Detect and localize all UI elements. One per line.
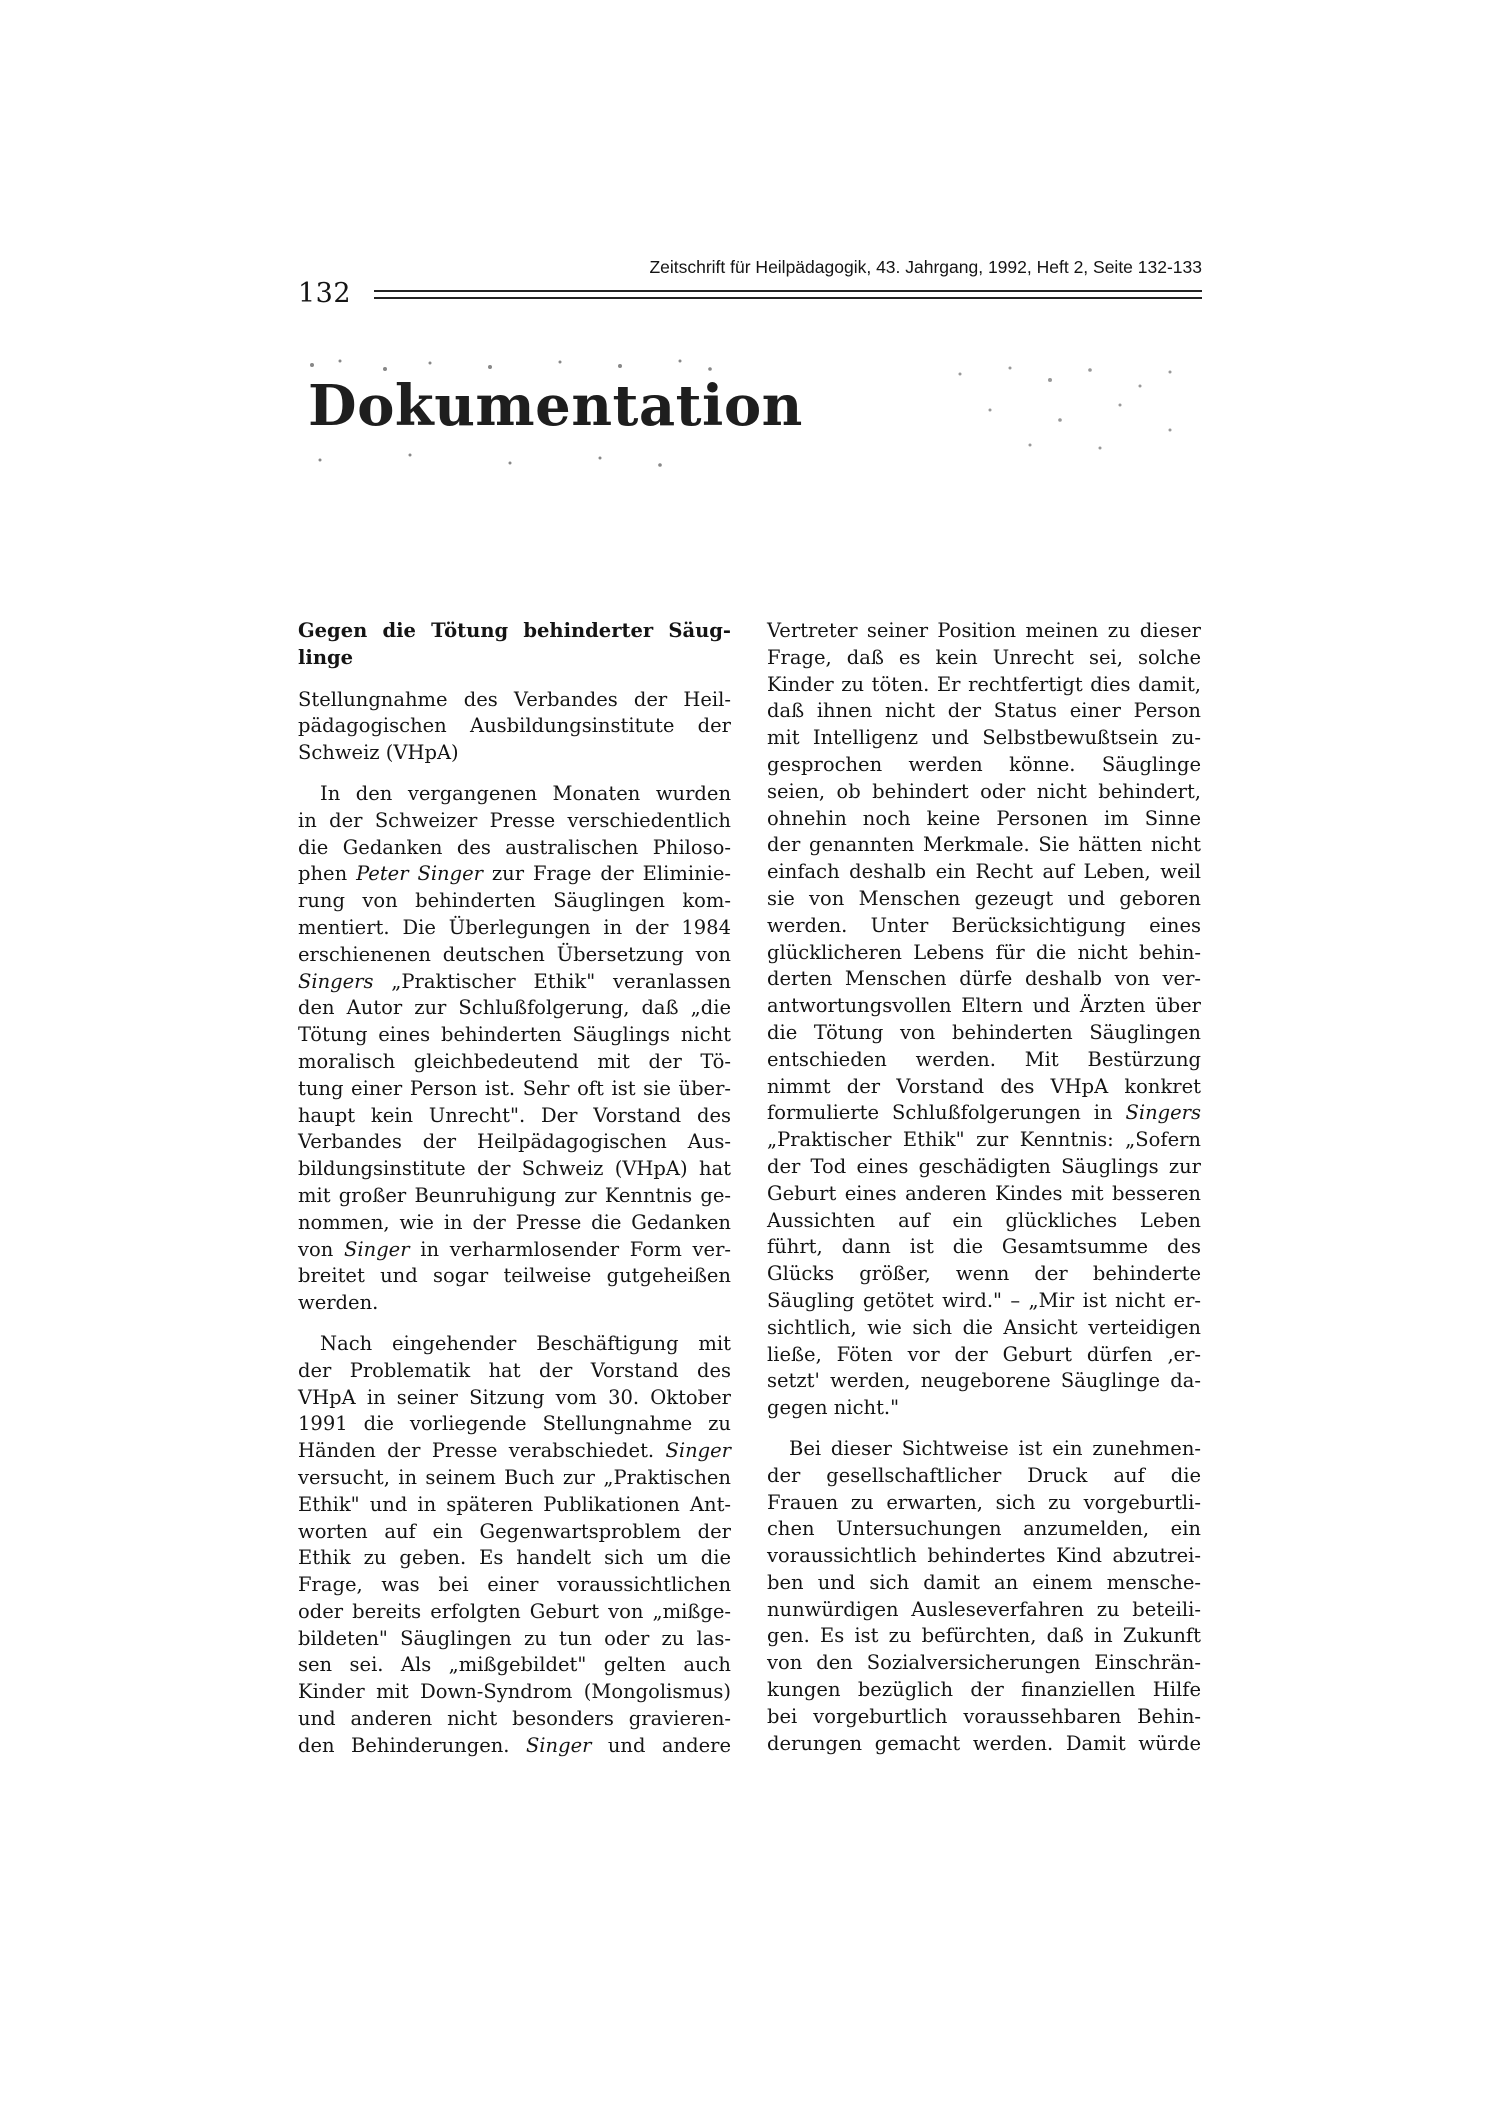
text-line: Frauen zu erwarten, sich zu vorgeburtli- <box>767 1490 1201 1514</box>
text-line: tung einer Person ist. Sehr oft ist sie über- <box>298 1076 731 1100</box>
author-name: Singer <box>344 1237 410 1261</box>
text-line: Geburt eines anderen Kindes mit besseren <box>767 1181 1201 1205</box>
paragraph <box>298 1331 731 1760</box>
text-line: Kinder mit Down-Syndrom (Mongolismus) <box>298 1680 731 1704</box>
text-line: von Singer in verharmlosender Form ver- <box>298 1237 732 1261</box>
text-line: mit großer Beunruhigung zur Kenntnis ge- <box>298 1183 731 1207</box>
text-line: Glücks größer, wenn der behinderte <box>767 1262 1201 1286</box>
text-line: 1991 die vorliegende Stellungnahme zu <box>298 1412 731 1436</box>
text-line: Ethik" und in späteren Publikationen Ant- <box>298 1492 731 1516</box>
text-line: bildeten" Säuglingen zu tun oder zu las- <box>298 1626 731 1650</box>
text-line: daß ihnen nicht der Status einer Person <box>767 699 1201 723</box>
text-line: Aussichten auf ein glückliches Leben <box>767 1208 1201 1232</box>
right-column <box>767 618 1201 1757</box>
text-line: „Praktischer Ethik" zur Kenntnis: „Sofern <box>767 1128 1201 1152</box>
paragraph <box>767 618 1201 1422</box>
text-line: sichtlich, wie sich die Ansicht verteidigen <box>767 1315 1201 1339</box>
text-line: gesprochen werden könne. Säuglinge <box>767 752 1201 776</box>
text-line: Frage, was bei einer voraussichtlichen <box>298 1573 731 1597</box>
article-title-line: linge <box>298 645 354 669</box>
text-line: Vertreter seiner Position meinen zu dieser <box>767 619 1201 642</box>
text-line: Frage, daß es kein Unrecht sei, solche <box>767 645 1201 669</box>
text-line: mentiert. Die Überlegungen in der 1984 <box>298 915 731 939</box>
text-line: in der Schweizer Presse verschiedentlich <box>298 808 731 832</box>
author-name: Singers <box>298 969 374 993</box>
text-line: versucht, in seinem Buch zur „Praktischen <box>298 1465 731 1489</box>
text-line: der Problematik hat der Vorstand des <box>298 1358 731 1382</box>
text-line: In den vergangenen Monaten wurden <box>320 781 731 805</box>
text-line: nimmt der Vorstand des VHpA konkret <box>767 1074 1201 1098</box>
text-line: gegen nicht." <box>767 1396 900 1420</box>
text-line: führt, dann ist die Gesamtsumme des <box>767 1235 1201 1259</box>
text-line: erschienenen deutschen Übersetzung von <box>298 942 731 966</box>
text-line: nommen, wie in der Presse die Gedanken <box>298 1210 731 1234</box>
text-line: die Gedanken des australischen Philoso- <box>298 835 731 859</box>
page-number: 132 <box>298 278 352 309</box>
header-rule <box>374 290 1202 292</box>
subtitle-line: pädagogischen Ausbildungsinstitute der <box>298 714 731 738</box>
text-line: Händen der Presse verabschiedet. Singer <box>298 1439 731 1463</box>
text-line: kungen bezüglich der finanziellen Hilfe <box>767 1678 1201 1702</box>
text-line: chen Untersuchungen anzumelden, ein <box>767 1517 1201 1541</box>
text-line: breitet und sogar teilweise gutgeheißen <box>298 1264 731 1288</box>
text-line: Verbandes der Heilpädagogischen Aus- <box>298 1130 731 1154</box>
text-line: voraussichtlich behindertes Kind abzutrei- <box>767 1544 1201 1568</box>
text-line: derungen gemacht werden. Damit würde <box>767 1731 1201 1755</box>
text-line: Singers „Praktischer Ethik" veranlassen <box>298 969 731 993</box>
text-line: ließe, Föten vor der Geburt dürfen ‚er- <box>767 1342 1201 1366</box>
text-line: glücklicheren Lebens für die nicht behin- <box>767 940 1201 964</box>
author-name: Singer <box>525 1733 592 1757</box>
text-line: und anderen nicht besonders gravieren- <box>298 1707 731 1731</box>
subtitle-line: Stellungnahme des Verbandes der Heil- <box>298 687 731 711</box>
text-line: mit Intelligenz und Selbstbewußtsein zu- <box>767 726 1201 750</box>
paragraph <box>298 781 731 1317</box>
text-line: formulierte Schlußfolgerungen in Singers <box>767 1101 1201 1125</box>
print-noise-right <box>940 360 1200 460</box>
section-title: Dokumentation <box>308 373 803 439</box>
text-line: Säugling getötet wird." – „Mir ist nicht er- <box>767 1288 1201 1312</box>
left-column <box>298 618 731 1760</box>
text-line: werden. Unter Berücksichtigung eines <box>767 913 1201 937</box>
text-line: der Tod eines geschädigten Säuglings zur <box>767 1154 1201 1178</box>
text-line: phen Peter Singer zur Frage der Eliminie- <box>298 862 731 886</box>
text-line: moralisch gleichbedeutend mit der Tö- <box>298 1049 731 1073</box>
running-head: Zeitschrift für Heilpädagogik, 43. Jahrgang, 1992, Heft 2, Seite 132-133 <box>649 257 1202 277</box>
text-line: oder bereits erfolgten Geburt von „mißge- <box>298 1599 731 1623</box>
text-line: Nach eingehender Beschäftigung mit <box>320 1331 731 1355</box>
author-name: Singer <box>665 1439 731 1463</box>
text-line: der gesellschaftlicher Druck auf die <box>767 1463 1201 1487</box>
subtitle-line: Schweiz (VHpA) <box>298 741 459 765</box>
article-subtitle <box>298 687 731 767</box>
text-line: der genannten Merkmale. Sie hätten nicht <box>767 833 1201 857</box>
text-line: antwortungsvollen Eltern und Ärzten über <box>767 994 1201 1018</box>
article-title <box>298 618 731 672</box>
text-line: den Autor zur Schlußfolgerung, daß „die <box>298 996 731 1020</box>
text-line: sie von Menschen gezeugt und geboren <box>767 886 1201 910</box>
text-line: worten auf ein Gegenwartsproblem der <box>298 1519 731 1543</box>
text-line: ohnehin noch keine Personen im Sinne <box>767 806 1201 830</box>
article-title-line: Gegen die Tötung behinderter Säug- <box>298 619 731 642</box>
text-line: setzt' werden, neugeborene Säuglinge da- <box>767 1369 1201 1393</box>
text-line: von den Sozialversicherungen Einschrän- <box>767 1651 1201 1675</box>
text-line: nunwürdigen Ausleseverfahren zu beteili- <box>767 1597 1201 1621</box>
header-rule <box>374 297 1202 299</box>
author-name: Peter Singer <box>356 862 483 886</box>
text-line: seien, ob behindert oder nicht behindert, <box>767 779 1201 803</box>
paragraph <box>767 1436 1201 1758</box>
text-line: VHpA in seiner Sitzung vom 30. Oktober <box>298 1385 731 1409</box>
text-line: entschieden werden. Mit Bestürzung <box>767 1047 1201 1071</box>
text-line: Tötung eines behinderten Säuglings nicht <box>298 1023 731 1047</box>
text-line: haupt kein Unrecht". Der Vorstand des <box>298 1103 731 1127</box>
text-line: die Tötung von behinderten Säuglingen <box>767 1020 1201 1044</box>
text-line: Kinder zu töten. Er rechtfertigt dies damit, <box>767 672 1201 696</box>
text-line: Ethik zu geben. Es handelt sich um die <box>298 1546 731 1570</box>
text-line: Bei dieser Sichtweise ist ein zunehmen- <box>789 1436 1201 1460</box>
text-line: bildungsinstitute der Schweiz (VHpA) hat <box>298 1157 731 1181</box>
text-line: den Behinderungen. Singer und andere <box>298 1733 731 1757</box>
text-line: ben und sich damit an einem mensche- <box>767 1570 1201 1594</box>
text-line: bei vorgeburtlich voraussehbaren Behin- <box>767 1704 1201 1728</box>
page-header <box>298 254 1202 309</box>
text-line: gen. Es ist zu befürchten, daß in Zukunft <box>767 1624 1201 1648</box>
text-line: einfach deshalb ein Recht auf Leben, weil <box>767 860 1201 884</box>
text-line: sen sei. Als „mißgebildet" gelten auch <box>298 1653 731 1677</box>
text-line: rung von behinderten Säuglingen kom- <box>298 889 731 913</box>
text-line: werden. <box>298 1291 379 1315</box>
author-name: Singers <box>1125 1101 1201 1125</box>
text-line: derten Menschen dürfe deshalb von ver- <box>767 967 1201 991</box>
